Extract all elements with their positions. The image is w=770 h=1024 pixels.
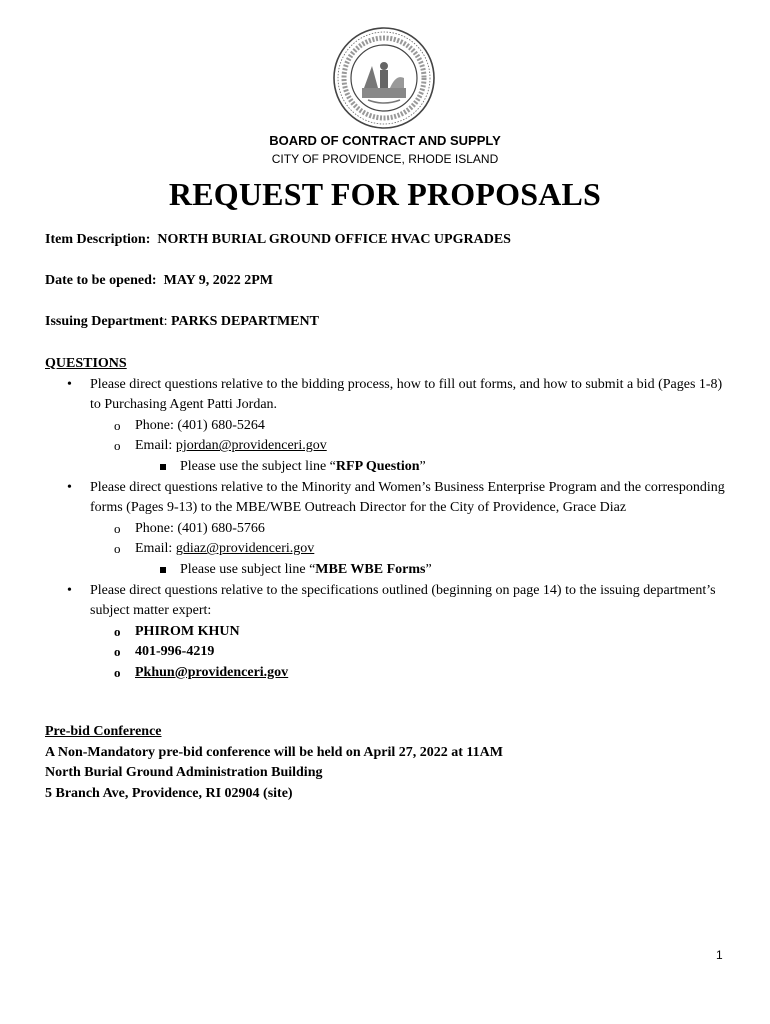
subject-suffix: ” [419, 458, 426, 474]
questions-list [45, 375, 735, 684]
date-opened-value: MAY 9, 2022 2PM [163, 273, 274, 288]
item-description-value: NORTH BURIAL GROUND OFFICE HVAC UPGRADES [157, 232, 511, 247]
prebid-heading: Pre-bid Conference [45, 724, 162, 739]
square-bullet-icon [160, 464, 166, 470]
list-item [45, 375, 735, 478]
circle-bullet-icon: o [114, 623, 121, 639]
subject-line: RFP Question [335, 458, 420, 474]
list-item [90, 539, 735, 580]
contact-phone: Phone: (401) 680-5264 [135, 417, 265, 433]
date-opened [45, 273, 273, 289]
city-seal-icon [332, 26, 436, 130]
contact-name: PHIROM KHUN [135, 623, 240, 639]
item-description [45, 232, 511, 248]
prebid-line: A Non-Mandatory pre-bid conference will be held on April 27, 2022 at 11AM [45, 744, 503, 760]
bullet-icon: • [67, 479, 72, 495]
issuing-department: Issuing Department: PARKS DEPARTMENT [45, 314, 319, 329]
bullet-icon: • [67, 376, 72, 392]
question-text: Please direct questions relative to the bidding process, how to fill out forms, and how to submit a bid (Pages 1-8) to Purchasing Agent Patti Jordan. [90, 376, 723, 413]
email-link[interactable]: Pkhun@providenceri.gov [135, 664, 289, 680]
square-bullet-icon [160, 567, 166, 573]
contact-phone: 401-996-4219 [135, 644, 215, 660]
issuing-department-label: Issuing Department [45, 314, 164, 329]
subject-prefix: Please use subject line “ [180, 561, 316, 577]
issuing-department-value: PARKS DEPARTMENT [171, 314, 319, 329]
contact-phone: Phone: (401) 680-5766 [135, 520, 265, 536]
subject-prefix: Please use the subject line “ [180, 458, 336, 474]
list-item [45, 581, 735, 684]
questions-heading: QUESTIONS [45, 356, 127, 371]
prebid-line: North Burial Ground Administration Building [45, 765, 323, 780]
item-description-label: Item Description: [45, 232, 151, 247]
contact-email-label: Email: [135, 541, 176, 557]
list-item [135, 457, 735, 478]
question-text: Please direct questions relative to the Minority and Women’s Business Enterprise Program and the corresponding forms (Pages 9-13) to the MBE/WBE Outreach Director for the City of Providence, Grace Diaz [90, 479, 725, 516]
list-item [90, 622, 735, 643]
list-item [90, 416, 735, 437]
email-link[interactable]: pjordan@providenceri.gov [175, 438, 327, 454]
prebid-section [45, 722, 503, 804]
org-name: BOARD OF CONTRACT AND SUPPLY [269, 133, 501, 148]
list-item [90, 642, 735, 663]
questions-section [45, 354, 735, 684]
circle-bullet-icon: o [114, 417, 121, 433]
list-item [90, 519, 735, 540]
page-number: 1 [716, 948, 723, 962]
list-item [90, 436, 735, 477]
circle-bullet-icon: o [114, 520, 121, 536]
org-city: CITY OF PROVIDENCE, RHODE ISLAND [271, 152, 499, 166]
list-item [45, 478, 735, 581]
subject-suffix: ” [425, 561, 432, 577]
contact-email-label: Email: [135, 438, 176, 454]
question-text: Please direct questions relative to the specifications outlined (beginning on page 14) to the issuing department’s subject matter expert: [90, 582, 716, 619]
subject-line: MBE WBE Forms [315, 561, 426, 577]
document-title: REQUEST FOR PROPOSALS [168, 176, 602, 212]
circle-bullet-icon: o [114, 644, 121, 660]
date-opened-label: Date to be opened: [45, 273, 157, 288]
email-link[interactable]: gdiaz@providenceri.gov [175, 541, 315, 557]
list-item [90, 663, 735, 684]
circle-bullet-icon: o [114, 438, 121, 454]
list-item [135, 560, 735, 581]
prebid-line: 5 Branch Ave, Providence, RI 02904 (site) [45, 785, 293, 801]
circle-bullet-icon: o [114, 541, 121, 557]
circle-bullet-icon: o [114, 664, 121, 680]
bullet-icon: • [67, 582, 72, 598]
